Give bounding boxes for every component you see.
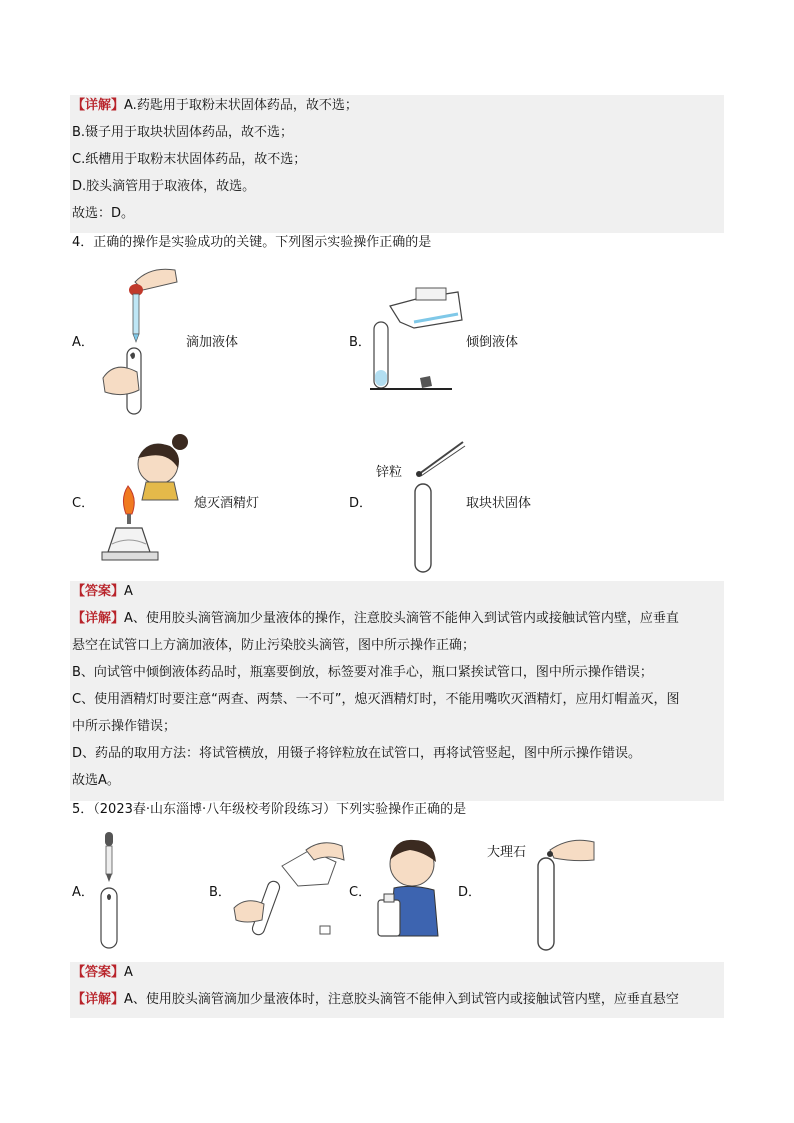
explanation-line: 【详解】A.药匙用于取粉末状固体药品，故不选； — [72, 98, 358, 113]
q5-option-c-letter: C． — [349, 885, 372, 900]
pouring-figure — [370, 284, 470, 394]
zinc-label: 锌粒 — [376, 465, 403, 480]
q4-option-b-letter: B． — [349, 335, 371, 350]
explanation-line: 中所示操作错误； — [72, 719, 177, 734]
q4-option-a-letter: A． — [72, 335, 94, 350]
explanation-line: D.胶头滴管用于取液体，故选。 — [72, 179, 256, 194]
q4-option-c-letter: C． — [72, 496, 95, 511]
explanation-line: 【详解】A、使用胶头滴管滴加少量液体时，注意胶头滴管不能伸入到试管内或接触试管内壁，应垂直悬空 — [72, 992, 679, 1007]
q4-option-a-caption: 滴加液体 — [186, 335, 239, 350]
q4-option-d-caption: 取块状固体 — [466, 496, 532, 511]
explanation-line: C、使用酒精灯时要注意“两查、两禁、一不可”，熄灭酒精灯时，不能用嘴吹灭酒精灯，应用灯帽盖灭，图 — [72, 692, 680, 707]
answer-line — [72, 963, 133, 983]
detail-tag: 【详解】 — [72, 611, 125, 626]
answer-tag: 【答案】 — [72, 965, 125, 980]
q5-option-a-letter: A． — [72, 885, 94, 900]
answer-tag: 【答案】 — [72, 584, 125, 599]
pouring-figure-2 — [232, 836, 352, 946]
explanation-line: C.纸槽用于取粉末状固体药品，故不选； — [72, 152, 307, 167]
marble-label: 大理石 — [487, 845, 527, 860]
explanation-line: 【详解】A、使用胶头滴管滴加少量液体的操作，注意胶头滴管不能伸入到试管内或接触试管内壁，应垂直 — [72, 611, 679, 626]
q4-option-b-caption: 倾倒液体 — [466, 335, 519, 350]
dropper-figure — [95, 260, 195, 420]
test-tube-figure-2 — [530, 834, 600, 954]
dropper-figure-2 — [95, 830, 135, 950]
detail-tag: 【详解】 — [72, 992, 125, 1007]
explanation-line: B、向试管中倾倒液体药品时，瓶塞要倒放，标签要对准手心，瓶口紧挨试管口，图中所示操作错误； — [72, 665, 653, 680]
test-tube-figure — [405, 436, 475, 576]
explanation-line: 故选：D。 — [72, 206, 135, 221]
q4-option-c-caption: 熄灭酒精灯 — [194, 496, 260, 511]
explanation-line: D、药品的取用方法：将试管横放，用镊子将锌粒放在试管口，再将试管竖起，图中所示操作错误。 — [72, 746, 642, 761]
q5-option-b-letter: B． — [209, 885, 231, 900]
answer-value: A — [124, 584, 133, 599]
explanation-line: 悬空在试管口上方滴加液体，防止污染胶头滴管，图中所示操作正确； — [72, 638, 476, 653]
answer-value: A — [124, 965, 133, 980]
alcohol-lamp-figure — [98, 432, 198, 572]
explanation-line: B.镊子用于取块状固体药品，故不选； — [72, 125, 294, 140]
answer-line — [72, 582, 133, 602]
question-5-stem: 5．（2023春·山东淄博·八年级校考阶段练习）下列实验操作正确的是 — [72, 802, 467, 817]
q5-option-d-letter: D． — [458, 885, 482, 900]
explanation-line: 故选A。 — [72, 773, 120, 788]
detail-tag: 【详解】 — [72, 98, 125, 113]
q4-option-d-letter: D． — [349, 496, 373, 511]
smelling-figure — [374, 832, 454, 942]
question-4-stem: 4．正确的操作是实验成功的关键。下列图示实验操作正确的是 — [72, 235, 432, 250]
